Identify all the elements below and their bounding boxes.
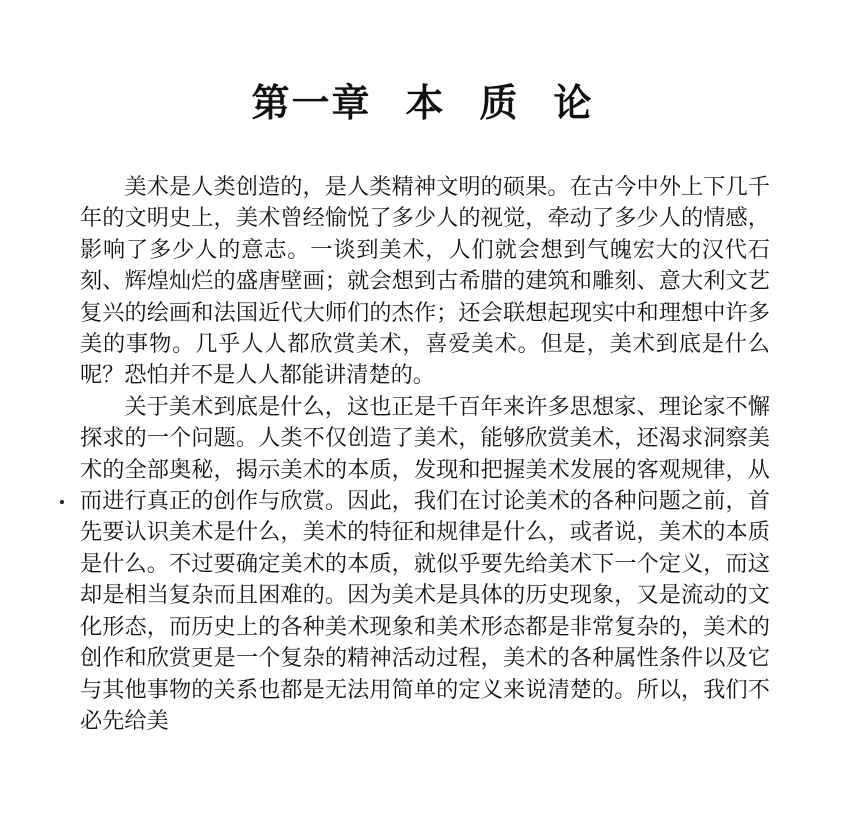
title-char-3: 论 <box>553 80 594 126</box>
paragraph-1: 美术是人类创造的，是人类精神文明的硕果。在古今中外上下几千年的文明史上，美术曾经愉悦了多少人的视觉，牵动了多少人的情感，影响了多少人的意志。一谈到美术，人们就会想到气魄宏大的汉代石刻、辉煌灿烂的盛唐壁画；就会想到古希腊的建筑和雕刻、意大利文艺复兴的绘画和法国近代大师们的杰作；还会联想起现实中和理想中许多美的事物。几乎人人都欣赏美术，喜爱美术。但是，美术到底是什么呢？恐怕并不是人人都能讲清楚的。 <box>80 174 770 389</box>
body-text <box>80 172 770 737</box>
title-char-2: 质 <box>479 80 520 126</box>
chapter-number: 第一章 <box>251 80 372 126</box>
chapter-title <box>0 81 845 125</box>
paragraph-2: 关于美术到底是什么，这也正是千百年来许多思想家、理论家不懈探求的一个问题。人类不仅创造了美术，能够欣赏美术，还渴求洞察美术的全部奥秘，揭示美术的本质，发现和把握美术发展的客观规律，从而进行真正的创作与欣赏。因此，我们在讨论美术的各种问题之前，首先要认识美术是什么，美术的特征和规律是什么，或者说，美术的本质是什么。不过要确定美术的本质，就似乎要先给美术下一个定义，而这却是相当复杂而且困难的。因为美术是具体的历史现象，又是流动的文化形态，而历史上的各种美术现象和美术形态都是非常复杂的，美术的创作和欣赏更是一个复杂的精神活动过程，美术的各种属性条件以及它与其他事物的关系也都是无法用简单的定义来说清楚的。所以，我们不必先给美 <box>80 393 770 734</box>
scan-speck <box>60 500 64 504</box>
title-char-1: 本 <box>405 80 446 126</box>
